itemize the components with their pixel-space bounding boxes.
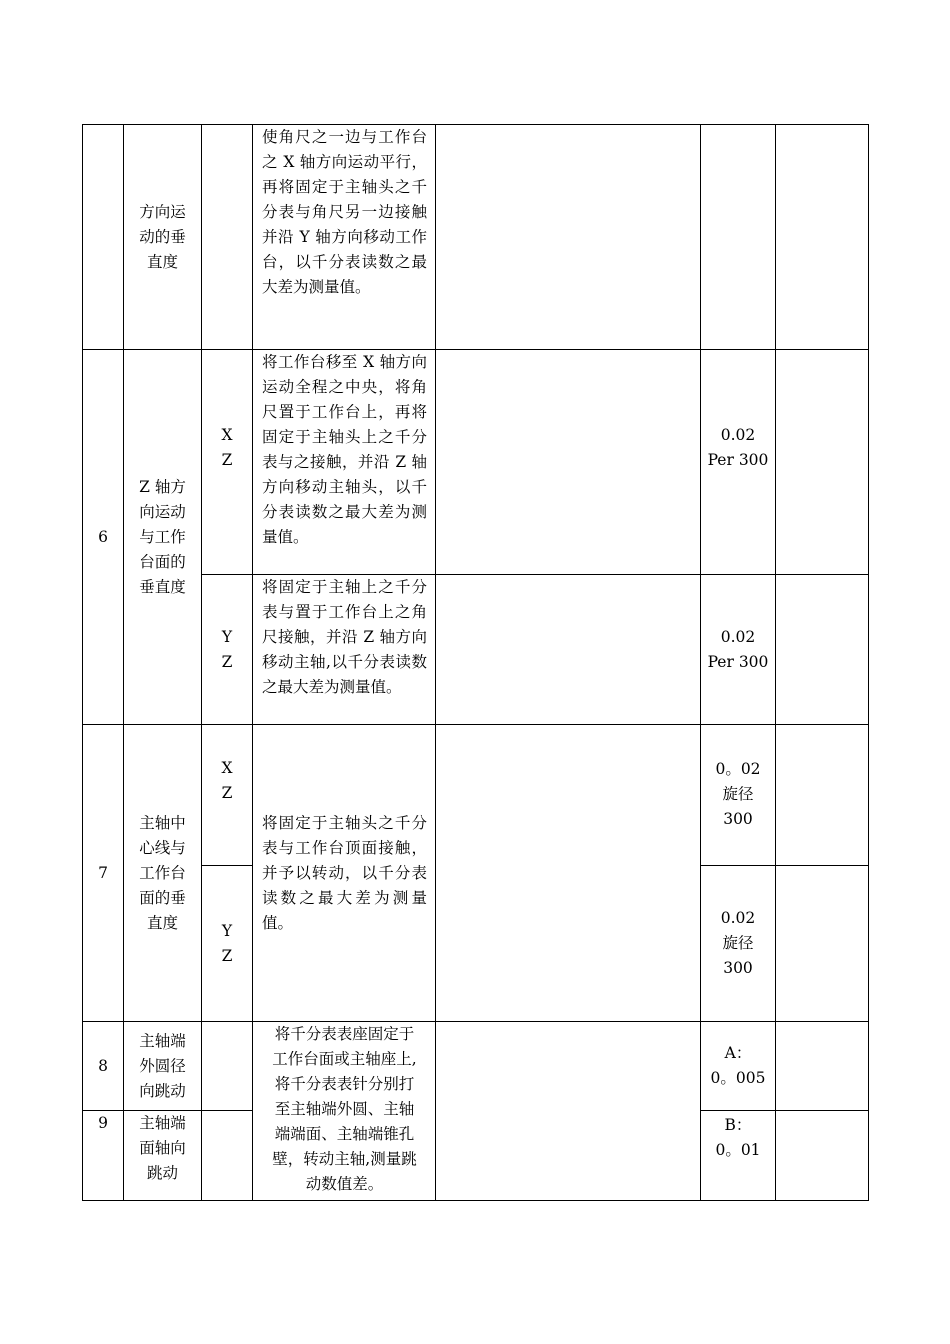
method-cell: 将工作台移至 X 轴方向运动全程之中央，将角尺置于工作台上，再将固定于主轴头上之千分表与之接触，并沿 Z 轴方向移动主轴头，以千分表读数之最大差为测量值。 xyxy=(253,350,436,575)
axis-label: X xyxy=(221,426,233,444)
axis-cell xyxy=(202,125,253,350)
item-name-line: 主轴端 xyxy=(139,1031,186,1050)
tolerance-value: 0.02 xyxy=(720,909,756,927)
method-line: 将千分表表针分别打 xyxy=(274,1075,415,1093)
tolerance-cell xyxy=(701,350,776,575)
item-name-line: 心线与 xyxy=(139,838,186,857)
result-cell xyxy=(776,866,869,1022)
table-row xyxy=(83,350,869,575)
table-row xyxy=(83,725,869,866)
tolerance-cell xyxy=(701,1111,776,1201)
axis-label: Z xyxy=(221,652,233,671)
diagram-cell xyxy=(436,350,701,575)
tolerance-cell xyxy=(701,866,776,1022)
item-name-line: 向跳动 xyxy=(139,1081,186,1100)
method-cell xyxy=(253,1022,436,1201)
axis-cell xyxy=(202,725,253,866)
axis-label: Z xyxy=(221,784,233,802)
axis-label: Z xyxy=(221,946,233,965)
result-cell xyxy=(776,1022,869,1111)
method-cell: 使角尺之一边与工作台之 X 轴方向运动平行，再将固定于主轴头之千分表与角尺另一边接触并沿 Y 轴方向移动工作台，以千分表读数之最大差为测量值。 xyxy=(253,125,436,350)
method-cell: 将固定于主轴头之千分表与工作台顶面接触，并予以转动，以千分表读数之最大差为测量值。 xyxy=(253,725,436,1022)
item-name-line: 垂直度 xyxy=(139,577,186,596)
item-name-line: 工作台 xyxy=(139,863,186,882)
item-name-cell xyxy=(124,725,202,1022)
tolerance-value: B： xyxy=(724,1116,752,1134)
axis-label: Z xyxy=(221,451,233,469)
method-line: 工作台面或主轴座上, xyxy=(272,1050,417,1068)
item-name-line: 主轴端 xyxy=(139,1114,186,1132)
item-name-line: 台面的 xyxy=(139,552,186,571)
method-line: 端端面、主轴端锥孔 xyxy=(274,1125,415,1143)
item-name-cell xyxy=(124,125,202,350)
result-cell xyxy=(776,125,869,350)
method-line: 至主轴端外圆、主轴 xyxy=(274,1100,415,1118)
item-name-line: 直度 xyxy=(146,913,178,932)
item-name-line: 面轴向 xyxy=(139,1139,186,1157)
tolerance-value: 0。005 xyxy=(710,1069,766,1087)
diagram-cell xyxy=(436,1022,701,1201)
axis-cell xyxy=(202,575,253,725)
axis-label: X xyxy=(221,759,233,777)
item-name-line: 动的垂 xyxy=(139,227,186,246)
item-name-line: 面的垂 xyxy=(139,888,186,907)
axis-cell xyxy=(202,1111,253,1201)
tolerance-value: 旋径 xyxy=(722,934,754,952)
tolerance-value: Per 300 xyxy=(707,652,769,671)
tolerance-cell xyxy=(701,125,776,350)
diagram-cell xyxy=(436,575,701,725)
tolerance-value: 0.02 xyxy=(720,426,756,444)
item-number-cell: 8 xyxy=(83,1022,124,1111)
diagram-cell xyxy=(436,125,701,350)
item-name-line: 与工作 xyxy=(139,527,186,546)
method-line: 动数值差。 xyxy=(305,1175,384,1193)
result-cell xyxy=(776,725,869,866)
result-cell xyxy=(776,575,869,725)
tolerance-cell xyxy=(701,575,776,725)
result-cell xyxy=(776,350,869,575)
axis-label: Y xyxy=(221,627,233,646)
table-row xyxy=(83,125,869,350)
item-number-cell xyxy=(83,125,124,350)
tolerance-cell xyxy=(701,1022,776,1111)
tolerance-value: 300 xyxy=(723,810,753,828)
tolerance-value: Per 300 xyxy=(707,451,769,469)
item-name-line: 主轴中 xyxy=(139,813,186,832)
axis-cell xyxy=(202,1022,253,1111)
item-name-line: 外圆径 xyxy=(139,1056,186,1075)
item-name-line: 方向运 xyxy=(139,202,186,221)
tolerance-value: 0.02 xyxy=(720,627,756,646)
item-name-line: 向运动 xyxy=(139,502,186,521)
method-line: 壁，转动主轴,测量跳 xyxy=(272,1150,417,1168)
inspection-table xyxy=(82,124,869,1201)
tolerance-value: 0。01 xyxy=(715,1141,761,1159)
item-name-cell xyxy=(124,1022,202,1111)
table-row xyxy=(83,1022,869,1111)
tolerance-value: 旋径 xyxy=(722,785,754,803)
item-name-line: 跳动 xyxy=(146,1164,178,1182)
item-number-cell: 9 xyxy=(83,1111,124,1201)
item-name-cell xyxy=(124,350,202,725)
item-number-cell: 6 xyxy=(83,350,124,725)
method-cell: 将固定于主轴上之千分表与置于工作台上之角尺接触，并沿 Z 轴方向移动主轴,以千分表读数之最大差为测量值。 xyxy=(253,575,436,725)
tolerance-cell xyxy=(701,725,776,866)
result-cell xyxy=(776,1111,869,1201)
item-name-cell xyxy=(124,1111,202,1201)
axis-label: Y xyxy=(221,921,233,940)
item-name-line: 直度 xyxy=(146,252,178,271)
tolerance-value: 0。02 xyxy=(715,760,761,778)
item-name-line: Z 轴方 xyxy=(139,477,186,496)
item-number-cell: 7 xyxy=(83,725,124,1022)
tolerance-value: A： xyxy=(724,1044,752,1062)
axis-cell xyxy=(202,866,253,1022)
axis-cell xyxy=(202,350,253,575)
diagram-cell xyxy=(436,725,701,1022)
method-line: 将千分表表座固定于 xyxy=(274,1025,415,1043)
tolerance-value: 300 xyxy=(723,959,753,977)
